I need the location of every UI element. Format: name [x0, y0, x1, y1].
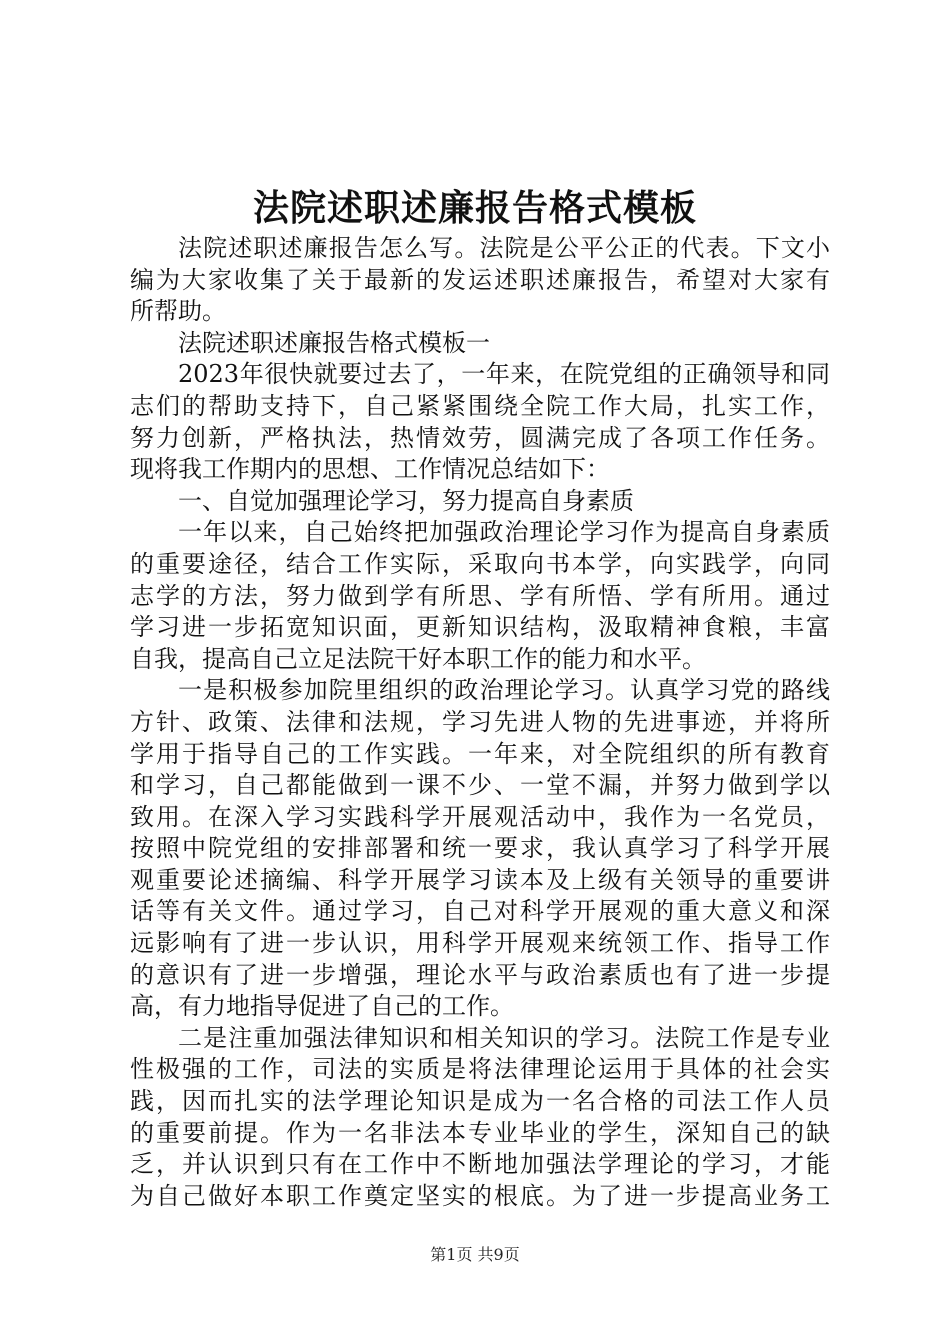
- text-line: 一、自觉加强理论学习，努力提高自身素质: [178, 486, 634, 515]
- text-line: 学用于指导自己的工作实践。一年来，对全院组织的所有教育: [130, 739, 830, 768]
- text-line: 观重要论述摘编、科学开展学习读本及上级有关领导的重要讲: [130, 865, 830, 894]
- text-line: 志学的方法，努力做到学有所思、学有所悟、学有所用。通过: [130, 581, 830, 610]
- text-line: 法院述职述廉报告格式模板一: [178, 328, 490, 357]
- text-line: 学习进一步拓宽知识面，更新知识结构，汲取精神食粮，丰富: [130, 613, 830, 642]
- text-line: 远影响有了进一步认识，用科学开展观来统领工作、指导工作: [130, 929, 830, 958]
- document-title: 法院述职述廉报告格式模板: [252, 187, 697, 229]
- text-line: 和学习，自己都能做到一课不少、一堂不漏，并努力做到学以: [130, 771, 830, 800]
- text-line: 的重要前提。作为一名非法本专业毕业的学生，深知自己的缺: [130, 1118, 830, 1147]
- document-body: [130, 233, 830, 1212]
- text-line: 二是注重加强法律知识和相关知识的学习。法院工作是专业: [178, 1023, 830, 1052]
- text-line: 高，有力地指导促进了自己的工作。: [130, 992, 514, 1021]
- text-line: 的重要途径，结合工作实际，采取向书本学，向实践学，向同: [130, 549, 830, 578]
- text-line: 致用。在深入学习实践科学开展观活动中，我作为一名党员，: [130, 802, 830, 831]
- text-line: 编为大家收集了关于最新的发运述职述廉报告，希望对大家有: [130, 265, 830, 294]
- text-line: 为自己做好本职工作奠定坚实的根底。为了进一步提高业务工: [130, 1181, 830, 1210]
- text-line: 性极强的工作，司法的实质是将法律理论运用于具体的社会实: [130, 1055, 830, 1084]
- page-footer: 第1页 共9页: [430, 1245, 520, 1264]
- text-line: 志们的帮助支持下，自己紧紧围绕全院工作大局，扎实工作，: [130, 391, 830, 420]
- text-line: 努力创新，严格执法，热情效劳，圆满完成了各项工作任务。: [130, 423, 830, 452]
- text-line: 践，因而扎实的法学理论知识是成为一名合格的司法工作人员: [130, 1087, 830, 1116]
- text-line: 2023年很快就要过去了，一年来，在院党组的正确领导和同: [178, 360, 830, 389]
- text-line: 的意识有了进一步增强，理论水平与政治素质也有了进一步提: [130, 960, 830, 989]
- text-line: 按照中院党组的安排部署和统一要求，我认真学习了科学开展: [130, 834, 830, 863]
- text-line: 自我，提高自己立足法院干好本职工作的能力和水平。: [130, 644, 706, 673]
- text-line: 一年以来，自己始终把加强政治理论学习作为提高自身素质: [178, 518, 830, 547]
- text-line: 法院述职述廉报告怎么写。法院是公平公正的代表。下文小: [178, 234, 830, 262]
- text-line: 一是积极参加院里组织的政治理论学习。认真学习党的路线: [178, 676, 830, 705]
- text-line: 乏，并认识到只有在工作中不断地加强法学理论的学习，才能: [130, 1150, 830, 1179]
- text-line: 所帮助。: [130, 297, 226, 326]
- text-line: 现将我工作期内的思想、工作情况总结如下：: [130, 455, 610, 484]
- text-line: 话等有关文件。通过学习，自己对科学开展观的重大意义和深: [130, 897, 830, 926]
- text-line: 方针、政策、法律和法规，学习先进人物的先进事迹，并将所: [130, 707, 830, 736]
